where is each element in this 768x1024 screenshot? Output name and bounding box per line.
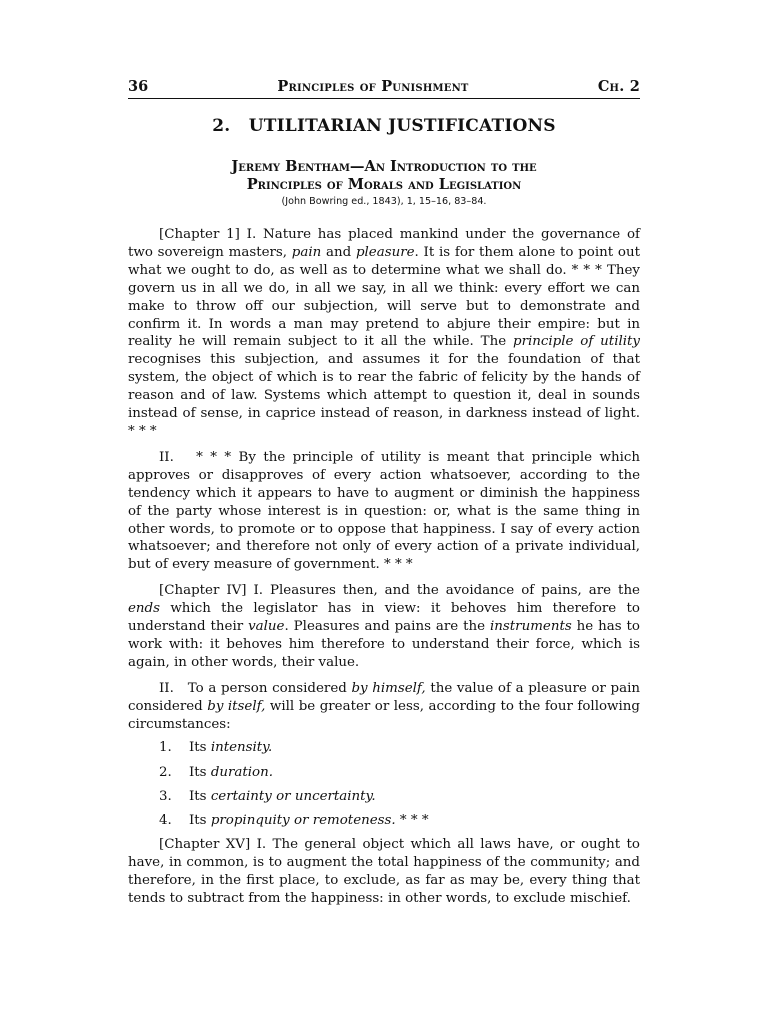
source-title [128, 158, 640, 194]
section-title: 2. UTILITARIAN JUSTIFICATIONS [212, 116, 556, 136]
list-text [189, 739, 272, 757]
source-title-line-1: Jeremy Bentham—An Introduction to the [231, 158, 537, 175]
paragraph-text: recognises this subjection, and assumes it for the foundation of that system, the object of which is to rear the fabric of felicity by the hands of reason and of law. Systems which attempt to question it, deal in sounds instead of sense, in caprice instead of reason, in darkness instead of light. * * * [128, 334, 645, 439]
emphasis-text: ends [128, 601, 160, 617]
chapter-label: Ch. 2 [597, 78, 640, 95]
paragraph-text: [Chapter IV] I. Pleasures then, and the avoidance of pains, are the [159, 583, 645, 599]
book-page [128, 78, 645, 908]
list-item [128, 788, 640, 806]
page-number: 36 [128, 78, 149, 95]
list-item [128, 739, 640, 757]
paragraph-text: II. To a person considered [159, 680, 352, 696]
list-number: 4. [159, 813, 172, 829]
paragraph-text: . It is for them alone to point out what we ought to do, as well as to determine what we shall do. * * * They govern us in all we do, in all we say, in all we think: every effort we can make to throw off our subjection, will serve but to demonstrate and confirm it. In words a man may pretend to abjure their empire: but in reality he will remain subject to it all the while. The [128, 244, 645, 350]
paragraph-text: the value of a pleasure or pain considered [128, 680, 645, 714]
running-header [128, 78, 640, 99]
paragraph [128, 680, 645, 734]
list-text-emphasis: certainty or uncertainty. [210, 788, 376, 804]
emphasis-text: value [248, 619, 285, 635]
list-item [128, 764, 640, 782]
paragraph [128, 449, 645, 574]
source-title-line-2: Principles of Morals and Legislation [246, 176, 522, 193]
paragraph-text: II. * * * By the principle of utility is meant that principle which approves or disapproves of every action whatsoever, according to the tendency which it appears to have to augment or diminish the happiness of the party whose interest is in question: or, what is the same thing in other words, to promote or to oppose that happiness. I say of every action whatsoever; and therefore not only of every action of a private individual, but of every measure of government. * * * [128, 449, 645, 573]
circumstances-list [128, 739, 640, 830]
list-number: 3. [159, 788, 172, 804]
paragraph-text: [Chapter XV] I. The general object which all laws have, or ought to have, in common, is to augment the total happiness of the community; and therefore, in the first place, to exclude, as far as may be, every thing that tends to subtract from the happiness: in other words, to exclude mischief. [128, 837, 645, 906]
list-text-prefix: Its [189, 740, 211, 756]
list-text-emphasis: duration. [210, 764, 273, 780]
paragraph-text: will be greater or less, according to the four following circumstances: [128, 698, 645, 732]
paragraph [128, 582, 645, 672]
list-text-emphasis: intensity. [210, 740, 273, 756]
paragraph-text: which the legislator has in view: it behoves him therefore to understand their [128, 601, 645, 635]
list-number: 1. [159, 740, 172, 756]
paragraph-text: . Pleasures and pains are the [284, 619, 491, 635]
list-text-prefix: Its [189, 813, 211, 829]
list-text-prefix: Its [189, 788, 211, 804]
list-text-prefix: Its [189, 764, 211, 780]
closing-paragraph-container [128, 836, 645, 908]
paragraph-text: he has to work with: it behoves him therefore to understand their force, which is again, in other words, their value. [128, 619, 645, 670]
list-text-emphasis: propinquity or remoteness. [210, 813, 396, 829]
list-text [189, 788, 376, 806]
body-text [128, 226, 645, 733]
paragraph-text: [Chapter 1] I. Nature has placed mankind under the governance of two sovereign masters, [128, 227, 645, 260]
emphasis-text: pain [291, 244, 322, 260]
running-title: Principles of Punishment [277, 78, 469, 95]
paragraph [128, 226, 645, 441]
emphasis-text: instruments [490, 619, 572, 635]
source-citation: (John Bowring ed., 1843), 1, 15–16, 83–84. [281, 196, 487, 207]
emphasis-text: pleasure [355, 244, 415, 260]
list-text [189, 764, 273, 782]
paragraph-text: and [321, 244, 356, 260]
emphasis-text: principle of utility [513, 334, 640, 350]
list-text-suffix: * * * [395, 813, 429, 829]
list-item [128, 812, 640, 830]
paragraph [128, 836, 645, 908]
emphasis-text: by himself, [351, 680, 426, 696]
emphasis-text: by itself, [207, 698, 266, 714]
list-text [189, 812, 429, 830]
list-number: 2. [159, 764, 172, 780]
